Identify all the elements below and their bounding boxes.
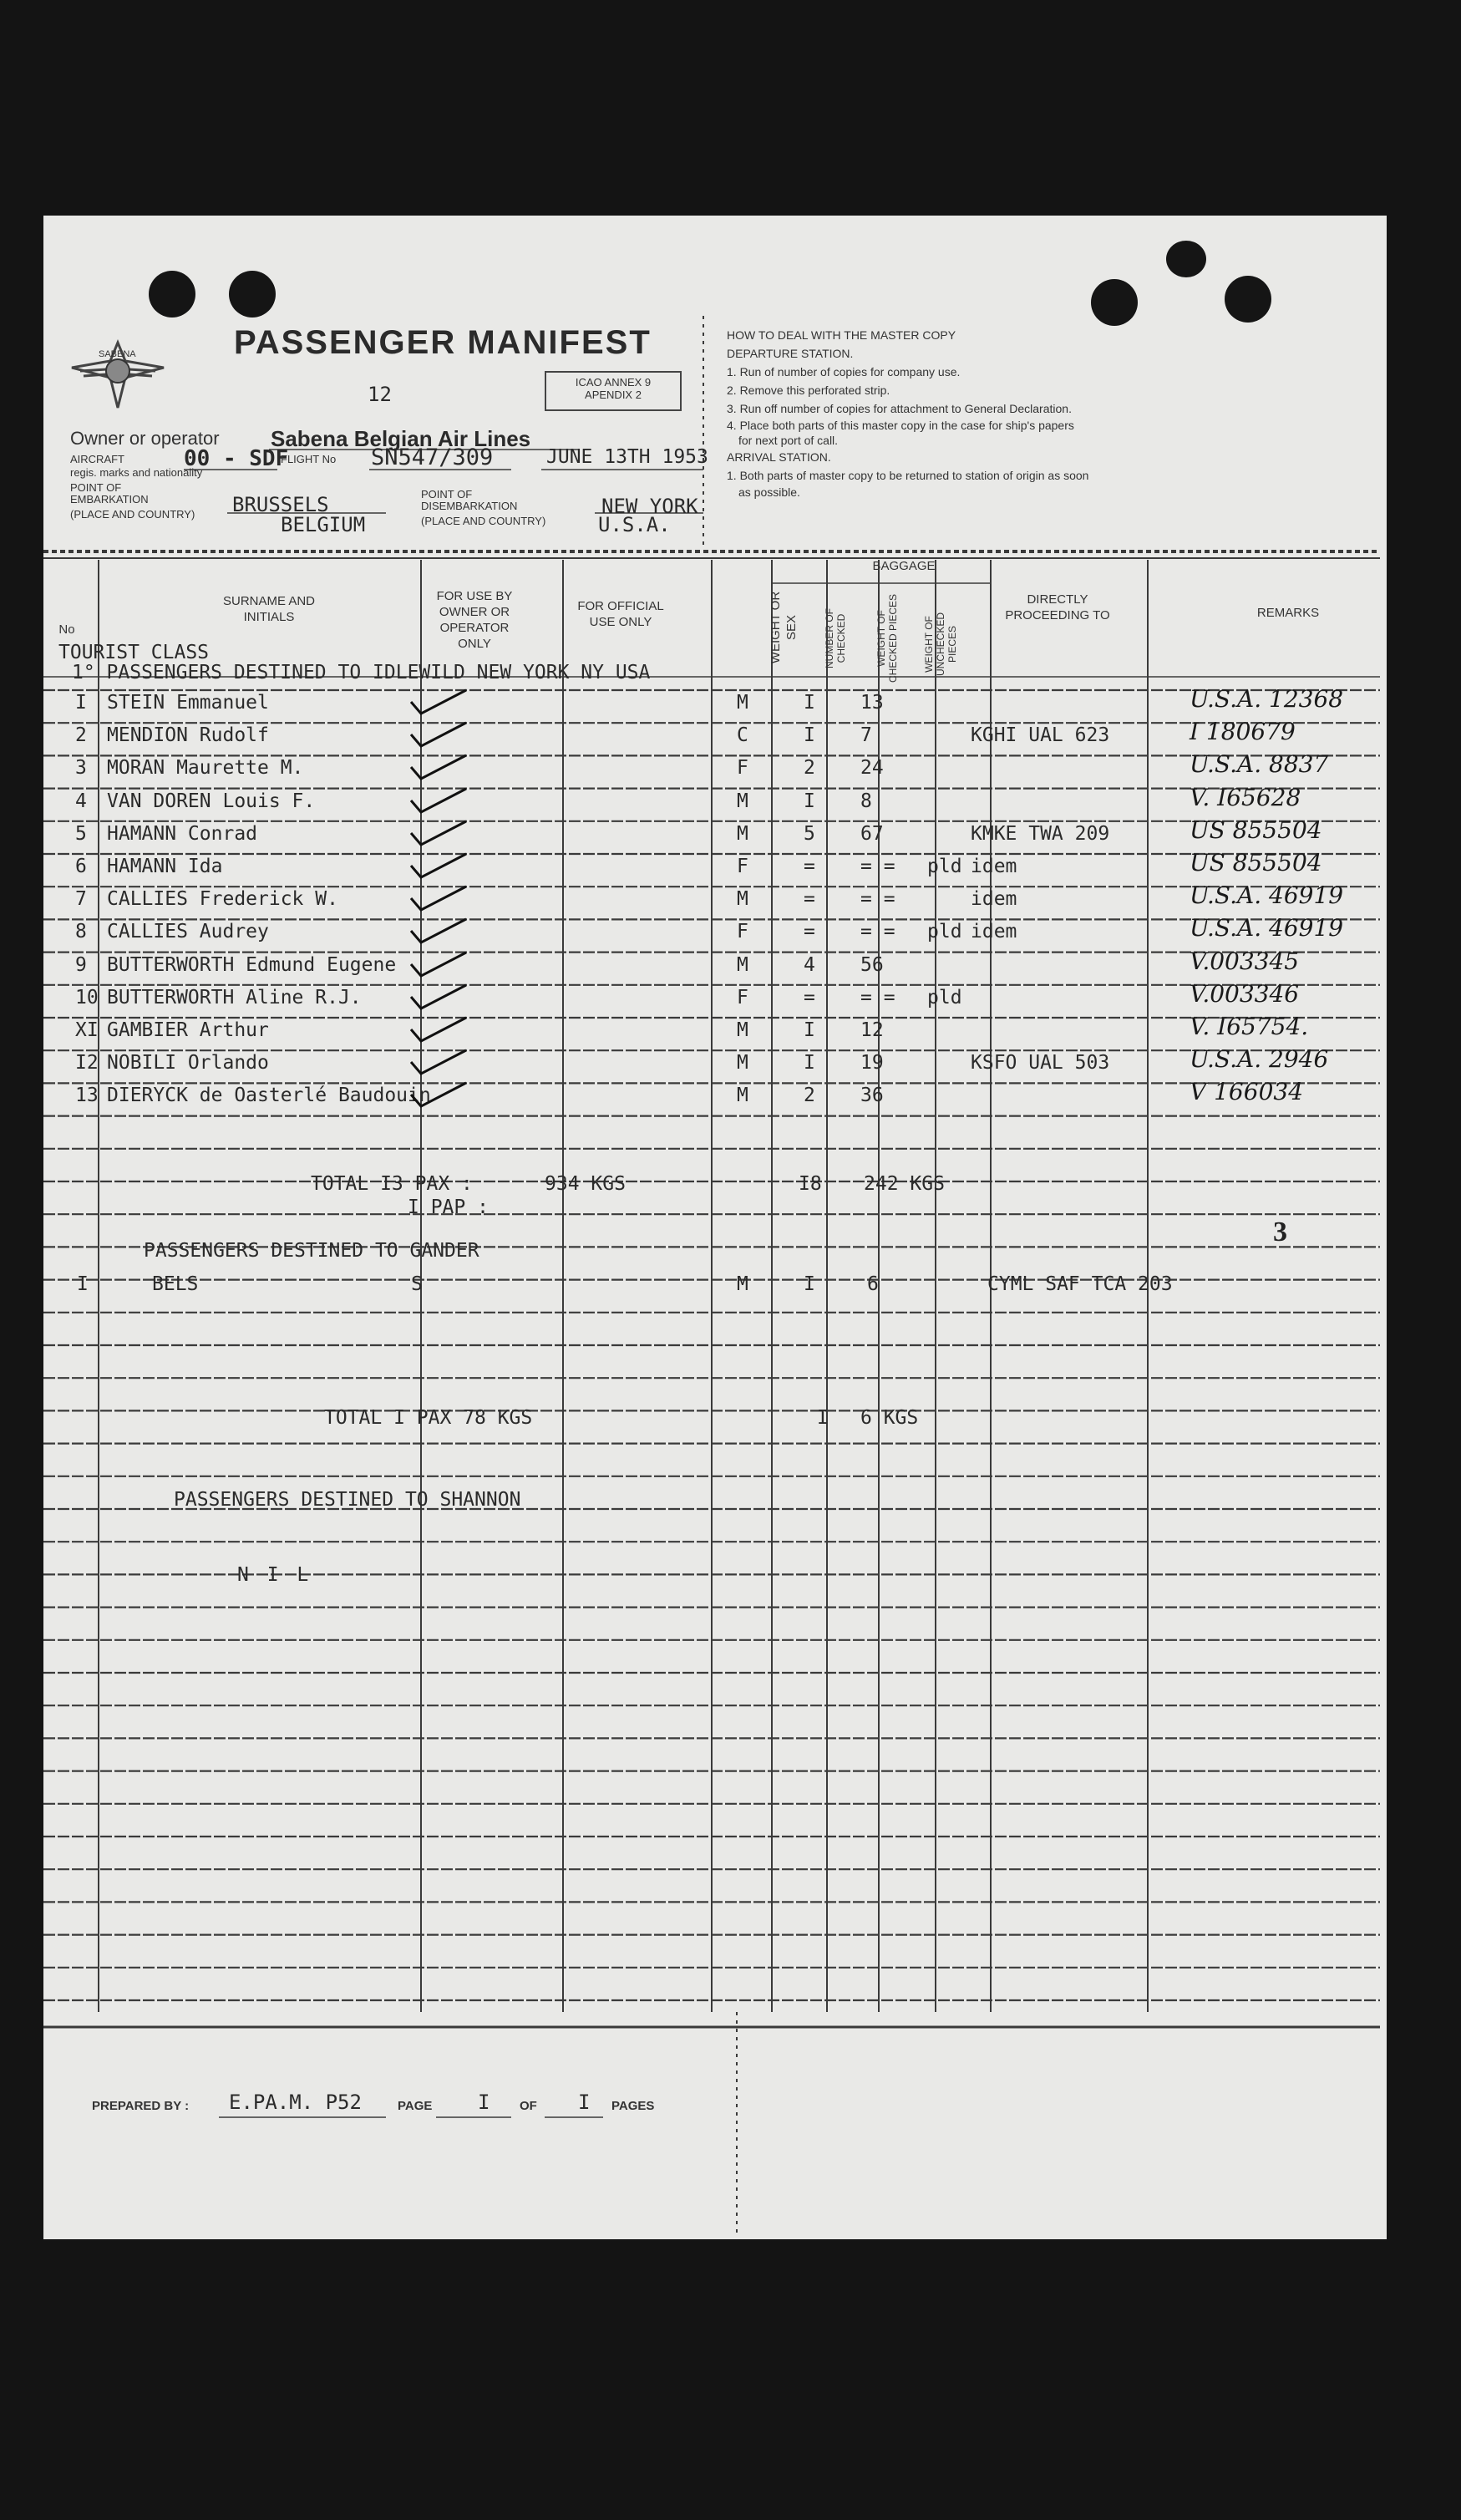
passenger-remark: I 180679 <box>1190 718 1296 746</box>
passenger-sex: M <box>737 1085 748 1107</box>
passenger-baggage-weight: = = <box>860 856 895 877</box>
passenger-no: I <box>75 692 87 714</box>
instruction-line: ARRIVAL STATION. <box>727 450 831 464</box>
total-baggage-weight: 242 KGS <box>864 1173 945 1195</box>
instruction-line: 3. Run off number of copies for attachment to General Declaration. <box>727 402 1072 415</box>
total-pax-weight: 934 KGS <box>545 1173 626 1195</box>
embarkation-label-1: POINT OF <box>70 481 122 494</box>
flight-label: FLIGHT No <box>281 453 337 465</box>
prepared-by-label: PREPARED BY : <box>92 2099 190 2113</box>
passenger-sex: F <box>737 856 748 877</box>
gander-sex: M <box>737 1273 748 1295</box>
passenger-no: 2 <box>75 724 87 747</box>
passenger-no: 5 <box>75 822 87 845</box>
check-mark-icon <box>406 719 473 753</box>
col-header-baggage: BAGGAGE <box>872 559 936 573</box>
gander-weight: 6 <box>867 1273 879 1295</box>
logo-text: SABENA <box>99 349 136 359</box>
passenger-pieces: 4 <box>804 953 815 976</box>
passenger-sex: F <box>737 921 748 943</box>
total-pax-label: TOTAL I3 PAX : <box>311 1173 473 1195</box>
section-heading-shannon: PASSENGERS DESTINED TO SHANNON <box>174 1489 521 1511</box>
gander-no: I <box>77 1273 89 1295</box>
passenger-name: MENDION Rudolf <box>107 724 269 747</box>
passenger-pieces: = <box>804 856 815 877</box>
disembarkation-city: NEW YORK <box>601 495 698 518</box>
passenger-destination: idem <box>971 888 1017 911</box>
passenger-baggage-weight: 36 <box>860 1085 884 1107</box>
instruction-line: 1. Run of number of copies for company use. <box>727 365 961 379</box>
manifest-sheet <box>43 216 1387 2239</box>
passenger-destination: idem <box>971 921 1017 943</box>
gander-total-pieces: I <box>817 1407 829 1429</box>
passenger-remark: US 855504 <box>1190 815 1322 844</box>
check-mark-icon <box>406 752 473 785</box>
disembarkation-label-3: (PLACE AND COUNTRY) <box>421 515 546 527</box>
passenger-no: 8 <box>75 921 87 943</box>
passenger-name: DIERYCK de Oasterlé Baudouin <box>107 1085 431 1107</box>
passenger-destination: KGHI UAL 623 <box>971 724 1110 747</box>
passenger-baggage-weight: 67 <box>860 822 884 845</box>
page-label: PAGE <box>398 2099 433 2113</box>
embarkation-city: BRUSSELS <box>232 493 329 516</box>
passenger-pieces: 2 <box>804 757 815 780</box>
gander-initial: S <box>411 1273 423 1295</box>
passenger-remark: U.S.A. 12368 <box>1190 685 1344 713</box>
passenger-remark: US 855504 <box>1190 849 1322 876</box>
passenger-sex: M <box>737 1052 748 1075</box>
check-mark-icon <box>406 982 473 1015</box>
passenger-pieces: = <box>804 888 815 911</box>
instruction-line: 4. Place both parts of this master copy in the case for ship's papers <box>727 419 1074 432</box>
check-mark-icon <box>406 687 473 720</box>
passenger-name: BUTTERWORTH Aline R.J. <box>107 986 362 1009</box>
passenger-pieces: 5 <box>804 822 815 845</box>
master-copy-instructions <box>727 326 1362 500</box>
passenger-name: GAMBIER Arthur <box>107 1019 269 1041</box>
passenger-pieces: I <box>804 724 815 747</box>
col-header-surname: SURNAME AND INITIALS <box>222 594 316 624</box>
registration-label: regis. marks and nationality <box>70 466 203 479</box>
punch-hole <box>1091 279 1138 326</box>
passenger-unchecked: pld <box>927 856 962 877</box>
instruction-line: for next port of call. <box>738 434 839 447</box>
check-mark-icon <box>406 818 473 851</box>
icao-box <box>545 371 682 411</box>
gander-destination: CYML SAF TCA 203 <box>987 1273 1173 1295</box>
passenger-remark: U.S.A. 8837 <box>1190 750 1329 779</box>
passenger-remark: V.003345 <box>1190 947 1300 975</box>
passenger-remark: V. I65628 <box>1190 783 1301 811</box>
punch-hole <box>149 271 195 318</box>
aircraft-value: 00 - SDF <box>184 446 289 471</box>
passenger-no: I2 <box>75 1052 99 1075</box>
passenger-remark: V.003346 <box>1190 979 1300 1008</box>
col-header-official-use: FOR OFFICIAL USE ONLY <box>577 599 664 629</box>
flight-date: JUNE 13TH 1953 <box>546 446 708 468</box>
passenger-pieces: I <box>804 692 815 714</box>
passenger-no: 4 <box>75 790 87 812</box>
col-header-num-checked: NUMBER OF CHECKED <box>824 608 847 668</box>
sabena-logo <box>68 333 167 413</box>
tourist-class-label: TOURIST CLASS <box>58 642 210 663</box>
punch-hole <box>1225 276 1271 323</box>
passenger-sex: C <box>737 724 748 747</box>
check-mark-icon <box>406 785 473 819</box>
pap-count: I PAP : <box>408 1196 489 1218</box>
check-mark-icon <box>406 1080 473 1113</box>
check-mark-icon <box>406 883 473 917</box>
icao-line-1: ICAO ANNEX 9 <box>575 376 652 389</box>
passenger-unchecked: pld <box>927 921 962 943</box>
col-header-no: No <box>58 622 75 637</box>
passenger-no: 3 <box>75 757 87 780</box>
passenger-name: VAN DOREN Louis F. <box>107 790 316 812</box>
passenger-no: 6 <box>75 856 87 877</box>
passenger-no: 9 <box>75 953 87 976</box>
passenger-no: 10 <box>75 986 99 1009</box>
form-title: PASSENGER MANIFEST <box>234 324 652 361</box>
disembarkation-country: U.S.A. <box>598 513 671 536</box>
icao-line-2: APENDIX 2 <box>585 389 642 401</box>
punch-hole <box>1166 241 1206 277</box>
passenger-sex: F <box>737 986 748 1009</box>
passenger-sex: M <box>737 822 748 845</box>
aircraft-label: AIRCRAFT <box>70 453 124 465</box>
col-header-weight-unchecked: WEIGHT OF UNCHECKED PIECES <box>923 612 958 677</box>
page-mark: 3 <box>1273 1217 1287 1247</box>
gander-name: BELS <box>152 1273 199 1295</box>
of-value: I <box>578 2091 591 2114</box>
passenger-sex: F <box>737 757 748 780</box>
embarkation-label-3: (PLACE AND COUNTRY) <box>70 508 195 521</box>
check-mark-icon <box>406 1014 473 1048</box>
passenger-remark: V 166034 <box>1190 1078 1304 1106</box>
prepared-by-value: E.PA.M. P52 <box>229 2091 362 2114</box>
passenger-name: NOBILI Orlando <box>107 1052 269 1075</box>
punch-hole <box>229 271 276 318</box>
passenger-pieces: 2 <box>804 1085 815 1107</box>
check-mark-icon <box>406 1047 473 1080</box>
passenger-baggage-weight: 13 <box>860 692 884 714</box>
passenger-sex: M <box>737 692 748 714</box>
pages-label: PAGES <box>611 2099 655 2113</box>
passenger-name: CALLIES Audrey <box>107 921 269 943</box>
passenger-no: 13 <box>75 1085 99 1107</box>
passenger-baggage-weight: 12 <box>860 1019 884 1041</box>
page-value: I <box>478 2091 490 2114</box>
gander-total-label: TOTAL I PAX 78 KGS <box>324 1407 533 1429</box>
passenger-sex: M <box>737 953 748 976</box>
passenger-remark: V. I65754. <box>1190 1013 1309 1040</box>
col-header-owner-use: FOR USE BY OWNER OR OPERATOR ONLY <box>436 589 513 651</box>
owner-value: Sabena Belgian Air Lines <box>271 426 531 451</box>
passenger-remark: U.S.A. 2946 <box>1190 1045 1329 1074</box>
passenger-name: BUTTERWORTH Edmund Eugene <box>107 953 397 976</box>
passenger-no: XI <box>75 1019 99 1041</box>
passenger-baggage-weight: 7 <box>860 724 872 747</box>
embarkation-label-2: EMBARKATION <box>70 493 149 506</box>
passenger-destination: KMKE TWA 209 <box>971 822 1110 845</box>
passenger-remark: U.S.A. 46919 <box>1190 881 1344 910</box>
passenger-name: HAMANN Ida <box>107 856 223 877</box>
instruction-line: as possible. <box>738 485 800 499</box>
embarkation-country: BELGIUM <box>281 513 366 536</box>
check-mark-icon <box>406 851 473 884</box>
passenger-baggage-weight: = = <box>860 921 895 943</box>
instruction-line: 1. Both parts of master copy to be returned to station of origin as soon <box>727 469 1089 482</box>
gander-pieces: I <box>804 1273 815 1295</box>
passenger-name: MORAN Maurette M. <box>107 757 304 780</box>
passenger-pieces: I <box>804 790 815 812</box>
passenger-baggage-weight: 8 <box>860 790 872 812</box>
passenger-remark: U.S.A. 46919 <box>1190 914 1344 942</box>
disembarkation-label-2: DISEMBARKATION <box>421 500 518 512</box>
form-grid <box>43 216 1387 2239</box>
passenger-pieces: = <box>804 986 815 1009</box>
gander-total-weight: 6 KGS <box>860 1407 919 1429</box>
nil-entry: N I L <box>237 1564 312 1586</box>
passenger-name: CALLIES Frederick W. <box>107 888 338 911</box>
passenger-baggage-weight: = = <box>860 986 895 1009</box>
section-heading-new-york: 1° PASSENGERS DESTINED TO IDLEWILD NEW YORK NY USA <box>72 662 651 683</box>
passenger-destination: idem <box>971 856 1017 877</box>
flight-number: SN547/309 <box>371 445 494 470</box>
passenger-pieces: = <box>804 921 815 943</box>
passenger-pieces: I <box>804 1019 815 1041</box>
passenger-name: HAMANN Conrad <box>107 822 258 845</box>
passenger-no: 7 <box>75 888 87 911</box>
instruction-line: HOW TO DEAL WITH THE MASTER COPY <box>727 328 956 342</box>
passenger-sex: M <box>737 888 748 911</box>
owner-label: Owner or operator <box>70 428 220 449</box>
of-label: OF <box>520 2099 537 2113</box>
passenger-baggage-weight: 19 <box>860 1052 884 1075</box>
col-header-remarks: REMARKS <box>1256 606 1320 620</box>
passenger-sex: M <box>737 1019 748 1041</box>
passenger-baggage-weight: 56 <box>860 953 884 976</box>
instruction-line: 2. Remove this perforated strip. <box>727 384 890 397</box>
passenger-unchecked: pld <box>927 986 962 1009</box>
col-header-weight-checked: WEIGHT OF CHECKED PIECES <box>875 593 899 683</box>
section-heading-gander: PASSENGERS DESTINED TO GANDER <box>144 1240 479 1262</box>
instruction-line: DEPARTURE STATION. <box>727 347 854 360</box>
sheet-number: 12 <box>368 383 392 406</box>
col-header-directly-proceeding: DIRECTLY PROCEEDING TO <box>1005 592 1110 622</box>
check-mark-icon <box>406 949 473 983</box>
passenger-baggage-weight: = = <box>860 888 895 911</box>
col-header-weight-sex: WEIGHT OR SEX <box>769 591 799 664</box>
passenger-sex: M <box>737 790 748 812</box>
passenger-pieces: I <box>804 1052 815 1075</box>
passenger-destination: KSFO UAL 503 <box>971 1052 1110 1075</box>
disembarkation-label-1: POINT OF <box>421 488 473 500</box>
passenger-baggage-weight: 24 <box>860 757 884 780</box>
check-mark-icon <box>406 916 473 949</box>
passenger-name: STEIN Emmanuel <box>107 692 269 714</box>
total-pieces: I8 <box>799 1173 822 1195</box>
